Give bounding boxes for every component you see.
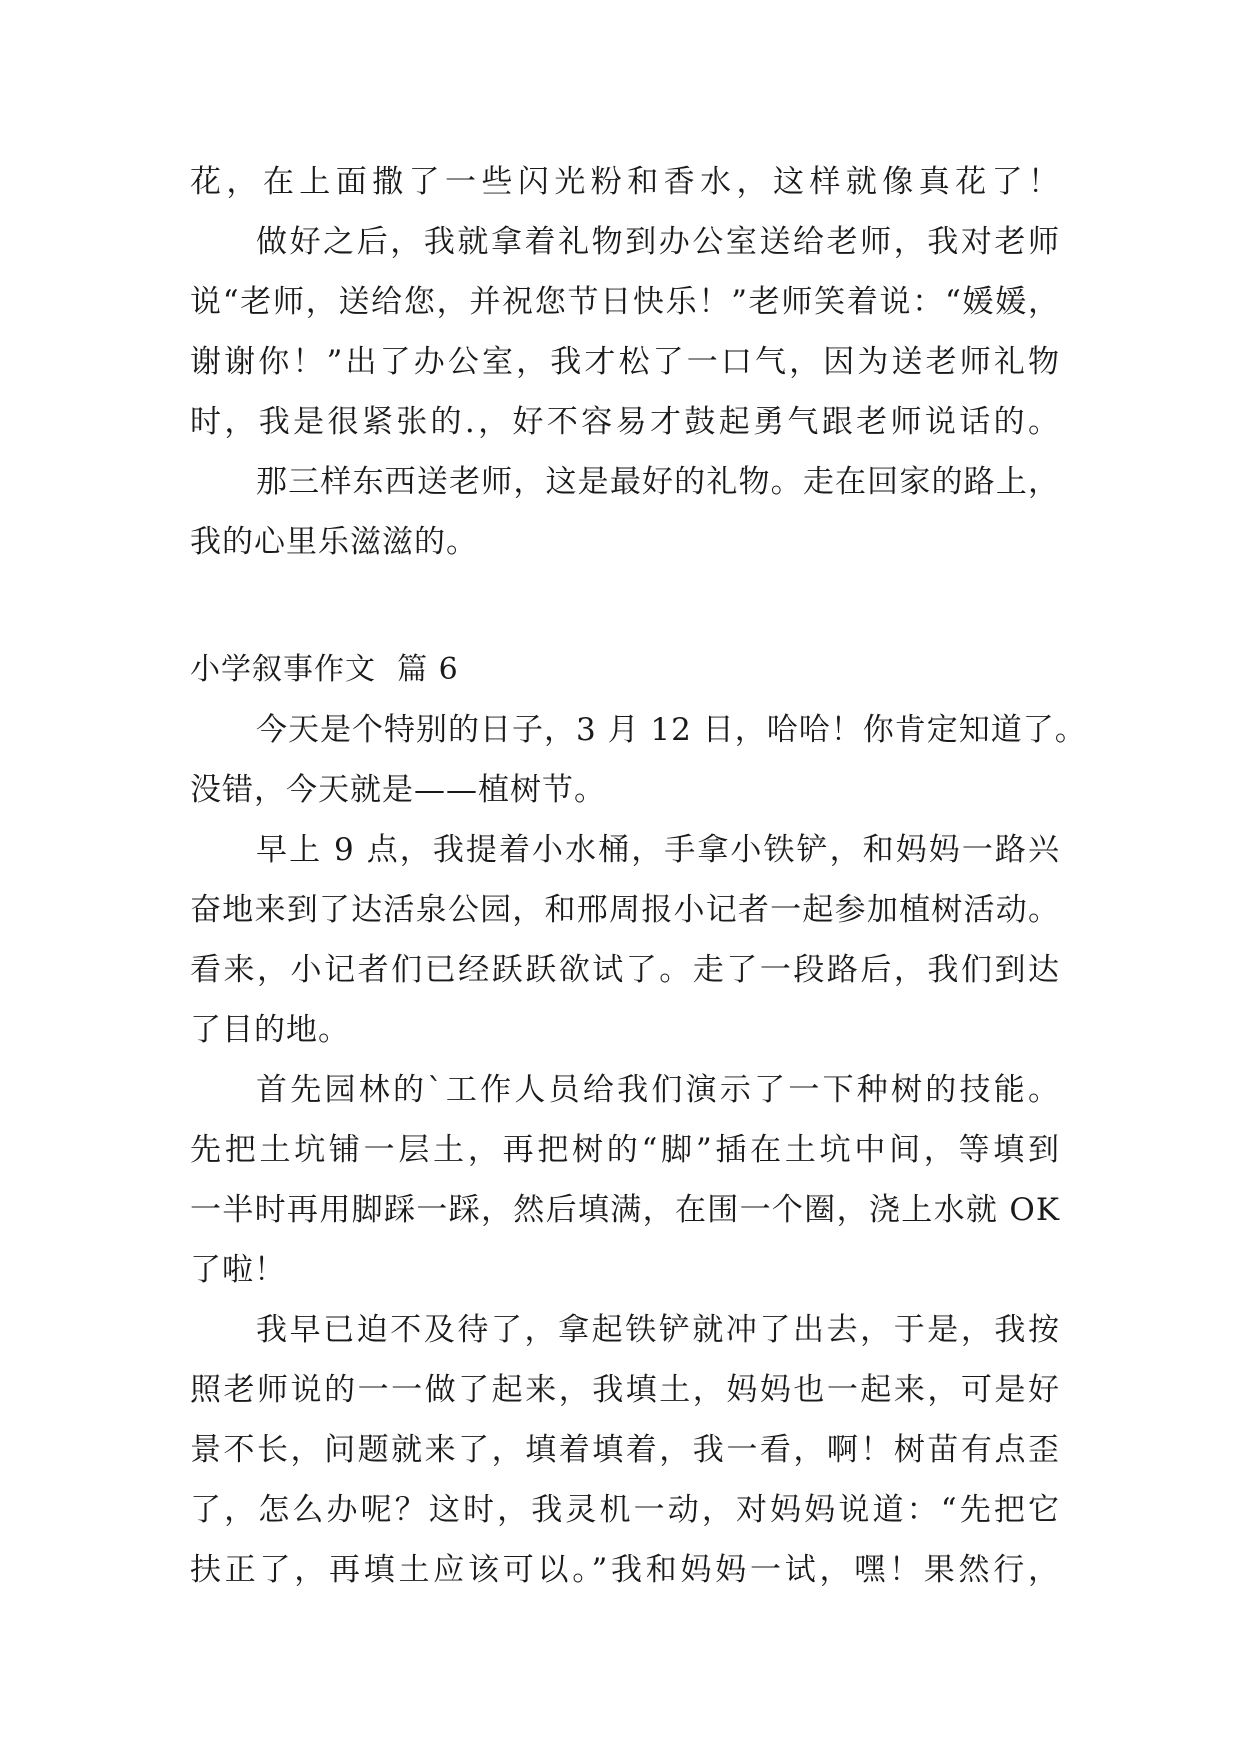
paragraph-line: 了，怎么办呢？这时，我灵机一动，对妈妈说道：“先把它	[190, 1492, 1060, 1528]
document-body	[190, 152, 1087, 1600]
paragraph-line: 没错，今天就是——植树节。	[190, 772, 606, 808]
paragraph-line: 谢谢你！”出了办公室，我才松了一口气，因为送老师礼物	[190, 344, 1060, 380]
paragraph-line: 景不长，问题就来了，填着填着，我一看，啊！树苗有点歪	[190, 1432, 1060, 1468]
paragraph-line: 早上 9 点，我提着小水桶，手拿小铁铲，和妈妈一路兴	[256, 832, 1060, 868]
section-heading: 小学叙事作文 篇 6	[190, 652, 459, 687]
paragraph-line: 奋地来到了达活泉公园，和邢周报小记者一起参加植树活动。	[190, 892, 1060, 928]
paragraph-line: 先把土坑铺一层土，再把树的“脚”插在土坑中间，等填到	[190, 1132, 1060, 1168]
paragraph-line: 时，我是很紧张的.，好不容易才鼓起勇气跟老师说话的。	[190, 404, 1060, 440]
paragraph-line: 扶正了，再填土应该可以。”我和妈妈一试，嘿！果然行，	[190, 1552, 1060, 1588]
paragraph-line: 做好之后，我就拿着礼物到办公室送给老师，我对老师	[256, 224, 1060, 260]
paragraph-line: 我早已迫不及待了，拿起铁铲就冲了出去，于是，我按	[256, 1312, 1060, 1348]
paragraph-line: 了啦！	[190, 1252, 286, 1288]
paragraph-line: 首先园林的`工作人员给我们演示了一下种树的技能。	[256, 1072, 1060, 1108]
paragraph-line: 说“老师，送给您，并祝您节日快乐！”老师笑着说：“媛媛，	[190, 284, 1060, 320]
section-gap	[190, 572, 1060, 640]
paragraph-line: 照老师说的一一做了起来，我填土，妈妈也一起来，可是好	[190, 1372, 1060, 1408]
paragraph-line: 今天是个特别的日子，3 月 12 日，哈哈！你肯定知道了。	[256, 712, 1087, 748]
paragraph-line: 我的心里乐滋滋的。	[190, 524, 478, 560]
paragraph-line: 了目的地。	[190, 1012, 350, 1048]
paragraph-line: 看来，小记者们已经跃跃欲试了。走了一段路后，我们到达	[190, 952, 1060, 988]
paragraph-line: 花，在上面撒了一些闪光粉和香水，这样就像真花了！	[190, 164, 1060, 200]
paragraph-line: 一半时再用脚踩一踩，然后填满，在围一个圈，浇上水就 OK	[190, 1192, 1060, 1228]
paragraph-line: 那三样东西送老师，这是最好的礼物。走在回家的路上，	[256, 464, 1060, 500]
